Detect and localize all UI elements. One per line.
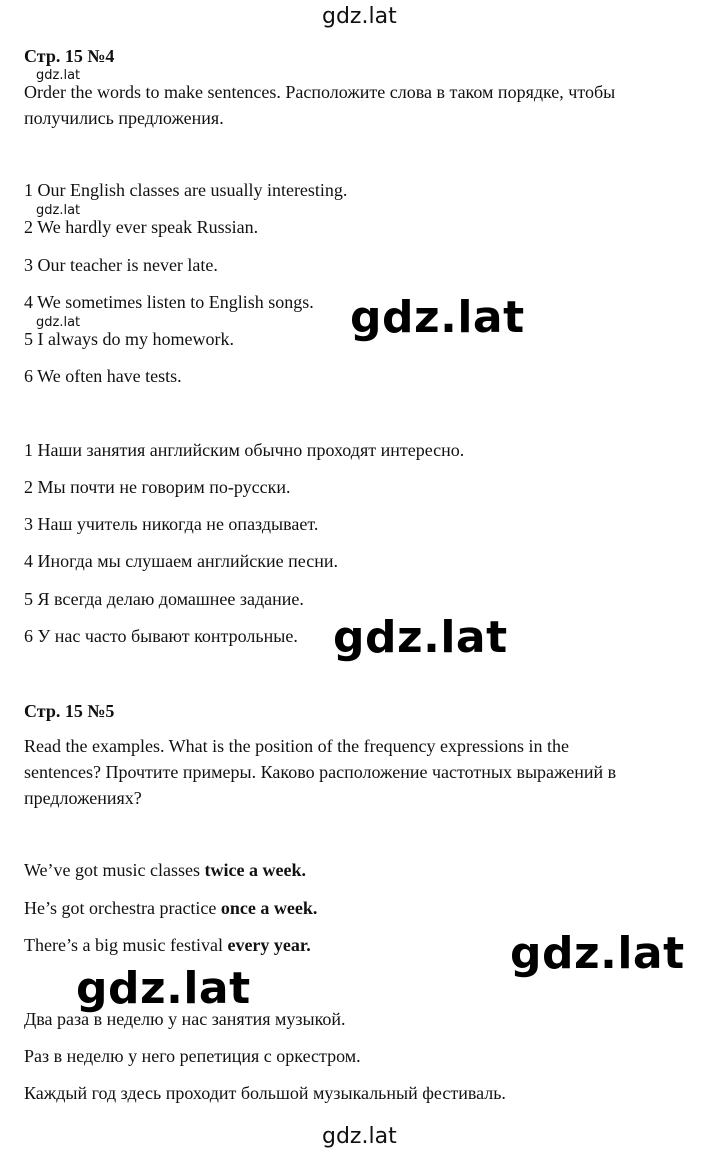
section4-instruction-line2: получились предложения. — [24, 108, 224, 128]
russian-sentence: 2 Мы почти не говорим по-русски. — [24, 477, 291, 497]
example-frequency: once a week. — [220, 898, 318, 918]
section5-instruction-line2: sentences? Прочтите примеры. Каково расположение частотных выражений в — [24, 762, 617, 782]
section4-heading: Стр. 15 №4 — [24, 46, 115, 66]
watermark-top: gdz.lat — [322, 4, 397, 29]
watermark-big-1: gdz.lat — [350, 292, 525, 343]
section4-instruction-line1: Order the words to make sentences. Расположите слова в таком порядке, чтобы — [24, 82, 616, 102]
english-sentence: 2 We hardly ever speak Russian. — [24, 217, 259, 237]
english-sentence: 5 I always do my homework. — [24, 329, 234, 349]
russian-translation: Каждый год здесь проходит большой музыкальный фестиваль. — [24, 1083, 506, 1103]
watermark-big-3: gdz.lat — [510, 928, 685, 979]
russian-sentence: 4 Иногда мы слушаем английские песни. — [24, 551, 338, 571]
watermark-bottom: gdz.lat — [322, 1124, 397, 1149]
example-sentence — [24, 858, 306, 882]
watermark-big-2: gdz.lat — [333, 612, 508, 663]
russian-sentence: 5 Я всегда делаю домашнее задание. — [24, 589, 304, 609]
russian-translation: Два раза в неделю у нас занятия музыкой. — [24, 1009, 346, 1029]
english-sentence: 1 Our English classes are usually interesting. — [24, 180, 348, 200]
example-text: We’ve got music classes — [24, 860, 205, 880]
section5-instruction-line3: предложениях? — [24, 788, 142, 808]
example-sentence — [24, 896, 317, 920]
section5-heading: Стр. 15 №5 — [24, 701, 115, 721]
example-frequency: twice a week. — [204, 860, 306, 880]
russian-sentence: 1 Наши занятия английским обычно проходят интересно. — [24, 440, 465, 460]
russian-translation: Раз в неделю у него репетиция с оркестром. — [24, 1046, 361, 1066]
russian-sentence: 6 У нас часто бывают контрольные. — [24, 626, 298, 646]
example-text: There’s a big music festival — [24, 935, 228, 955]
english-sentence: 3 Our teacher is never late. — [24, 255, 218, 275]
english-sentence: 4 We sometimes listen to English songs. — [24, 292, 314, 312]
section5-instruction-line1: Read the examples. What is the position of the frequency expressions in the — [24, 736, 570, 756]
example-sentence — [24, 933, 311, 957]
example-text: He’s got orchestra practice — [24, 898, 221, 918]
english-sentence: 6 We often have tests. — [24, 366, 182, 386]
example-frequency: every year. — [227, 935, 311, 955]
watermark-tiny-1: gdz.lat — [36, 68, 81, 83]
watermark-tiny-3: gdz.lat — [36, 315, 81, 330]
watermark-tiny-2: gdz.lat — [36, 203, 81, 218]
russian-sentence: 3 Наш учитель никогда не опаздывает. — [24, 514, 319, 534]
watermark-big-4: gdz.lat — [76, 963, 251, 1014]
